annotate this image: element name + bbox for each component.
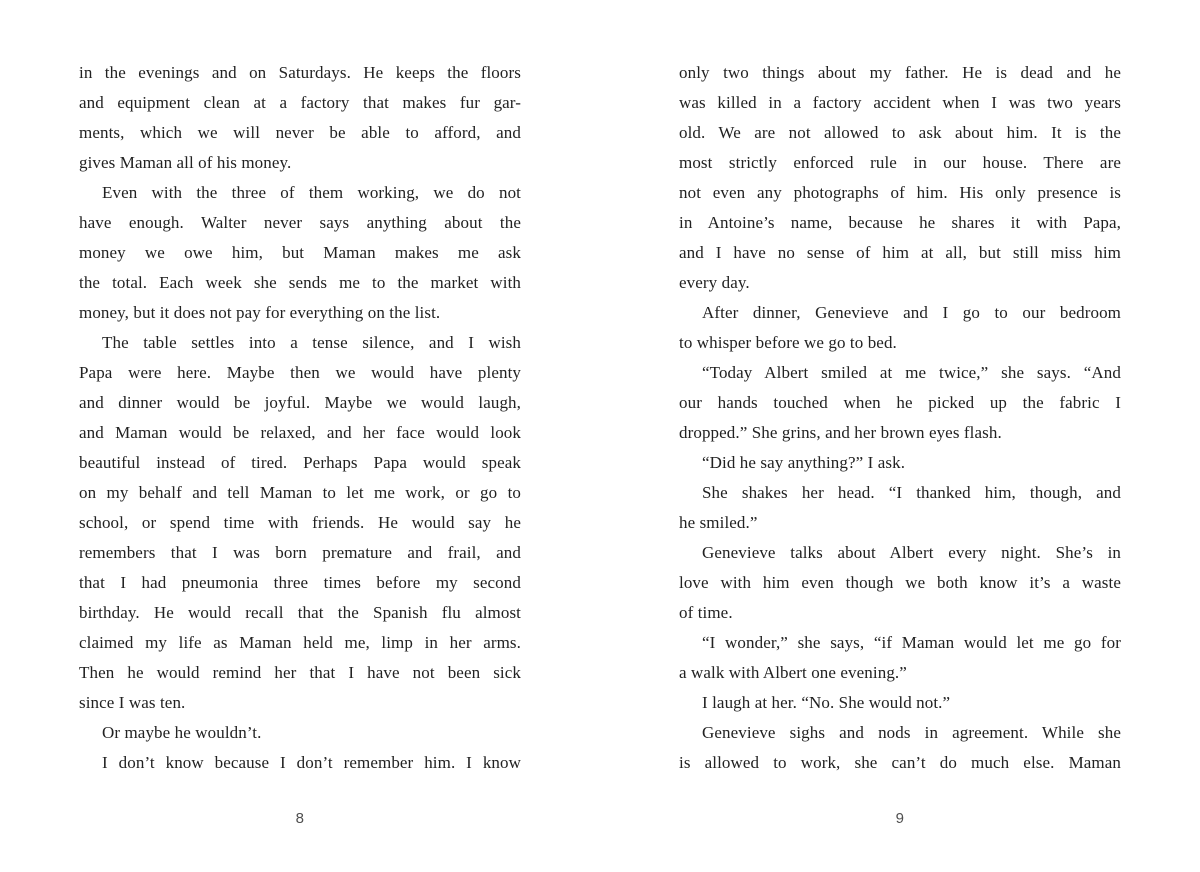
paragraph	[679, 538, 1121, 628]
text-line: beautiful instead of tired. Perhaps Papa would speak	[79, 453, 521, 472]
text-line: is allowed to work, she can’t do much else. Maman	[679, 753, 1121, 772]
text-line: “Today Albert smiled at me twice,” she says. “And	[702, 363, 1121, 382]
page-left-text	[79, 58, 521, 778]
text-line: only two things about my father. He is dead and he	[679, 63, 1121, 82]
text-line: ments, which we will never be able to afford, and	[79, 123, 521, 142]
page-number-right: 9	[895, 810, 905, 827]
page-right	[679, 58, 1121, 827]
text-line: in the evenings and on Saturdays. He keeps the floors	[79, 63, 521, 82]
text-line: “I wonder,” she says, “if Maman would let me go for	[702, 633, 1121, 652]
text-line: claimed my life as Maman held me, limp in her arms.	[79, 633, 521, 652]
text-line: She shakes her head. “I thanked him, though, and	[702, 483, 1121, 502]
text-line: Even with the three of them working, we do not	[102, 183, 521, 202]
text-line: a walk with Albert one evening.”	[679, 663, 907, 682]
paragraph	[79, 58, 521, 178]
text-line: gives Maman all of his money.	[79, 153, 292, 172]
text-line: Genevieve sighs and nods in agreement. While she	[702, 723, 1121, 742]
text-line: old. We are not allowed to ask about him. It is the	[679, 123, 1121, 142]
text-line: and dinner would be joyful. Maybe we would laugh,	[79, 393, 521, 412]
text-line: dropped.” She grins, and her brown eyes flash.	[679, 423, 1002, 442]
text-line: and I have no sense of him at all, but still miss him	[679, 243, 1121, 262]
text-line: I don’t know because I don’t remember him. I know	[102, 753, 521, 772]
paragraph	[79, 718, 521, 748]
text-line: I laugh at her. “No. She would not.”	[702, 693, 951, 712]
text-line: have enough. Walter never says anything about the	[79, 213, 521, 232]
text-line: birthday. He would recall that the Spanish flu almost	[79, 603, 521, 622]
page-left	[79, 58, 521, 827]
paragraph	[679, 718, 1121, 778]
paragraph	[679, 58, 1121, 298]
text-line: every day.	[679, 273, 750, 292]
paragraph	[679, 298, 1121, 358]
paragraph	[679, 478, 1121, 538]
text-line: Papa were here. Maybe then we would have plenty	[79, 363, 521, 382]
text-line: remembers that I was born premature and frail, and	[79, 543, 521, 562]
paragraph	[79, 748, 521, 778]
text-line: that I had pneumonia three times before my second	[79, 573, 521, 592]
text-line: most strictly enforced rule in our house. There are	[679, 153, 1121, 172]
text-line: money, but it does not pay for everything on the list.	[79, 303, 441, 322]
text-line: and equipment clean at a factory that makes fur gar-	[79, 93, 521, 112]
paragraph	[679, 358, 1121, 448]
text-line: Or maybe he wouldn’t.	[102, 723, 262, 742]
text-line: money we owe him, but Maman makes me ask	[79, 243, 521, 262]
paragraph	[679, 688, 1121, 718]
text-line: since I was ten.	[79, 693, 186, 712]
text-line: love with him even though we both know it’s a waste	[679, 573, 1121, 592]
text-line: he smiled.”	[679, 513, 758, 532]
text-line: the total. Each week she sends me to the market with	[79, 273, 521, 292]
text-line: of time.	[679, 603, 733, 622]
text-line: Genevieve talks about Albert every night. She’s in	[702, 543, 1121, 562]
page-number-left: 8	[295, 810, 305, 827]
text-line: and Maman would be relaxed, and her face would look	[79, 423, 521, 442]
text-line: in Antoine’s name, because he shares it with Papa,	[679, 213, 1121, 232]
text-line: Then he would remind her that I have not been sick	[79, 663, 521, 682]
text-line: school, or spend time with friends. He would say he	[79, 513, 521, 532]
paragraph	[679, 448, 1121, 478]
paragraph	[79, 328, 521, 718]
text-line: to whisper before we go to bed.	[679, 333, 897, 352]
text-line: our hands touched when he picked up the fabric I	[679, 393, 1121, 412]
paragraph	[79, 178, 521, 328]
page-right-text	[679, 58, 1121, 778]
text-line: on my behalf and tell Maman to let me work, or go to	[79, 483, 521, 502]
text-line: The table settles into a tense silence, and I wish	[102, 333, 521, 352]
text-line: was killed in a factory accident when I was two years	[679, 93, 1121, 112]
text-line: After dinner, Genevieve and I go to our bedroom	[702, 303, 1121, 322]
text-line: not even any photographs of him. His only presence is	[679, 183, 1121, 202]
paragraph	[679, 628, 1121, 688]
text-line: “Did he say anything?” I ask.	[702, 453, 906, 472]
